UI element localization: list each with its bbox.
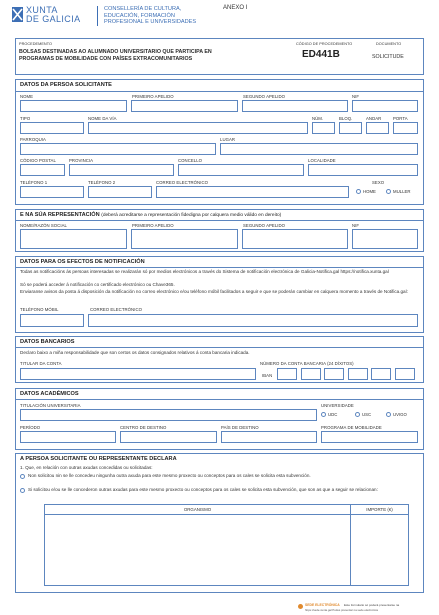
importe-header: IMPORTE (€) (366, 507, 393, 512)
notification-paragraph2: Só se poderá acceder á notificación co certificado electrónico ou Chave365. (20, 282, 175, 287)
iban-group-field[interactable] (348, 368, 368, 380)
declaration-section-title: A PERSOA SOLICITANTE OU REPRESENTANTE DECLARA (20, 456, 177, 462)
rep-nome-field[interactable] (20, 229, 127, 249)
representative-divider (15, 220, 424, 221)
centro-label: CENTRO DE DESTINO (120, 425, 167, 430)
andar-field[interactable] (366, 122, 389, 134)
concello-field[interactable] (178, 164, 304, 176)
procedure-code-label: CÓDIGO DE PROCEDEMENTO (296, 42, 353, 46)
academic-divider (15, 399, 424, 400)
via-field[interactable] (88, 122, 308, 134)
uvigo-label: UVIGO (393, 412, 407, 417)
rep-apelido1-label: PRIMEIRO APELIDO (132, 223, 174, 228)
footer-line1: Este formulario só poderá presentarse na (344, 603, 400, 607)
procedure-title (19, 49, 212, 62)
iban-group-field[interactable] (395, 368, 415, 380)
declaration-question1: 1. Que, en relación con outras axudas concedidas ou solicitadas: (20, 465, 153, 470)
periodo-field[interactable] (20, 431, 116, 443)
tipo-field[interactable] (20, 122, 84, 134)
document-type: SOLICITUDE (372, 54, 404, 60)
bloq-field[interactable] (339, 122, 362, 134)
pais-label: PAÍS DE DESTINO (221, 425, 259, 430)
notification-section-title: DATOS PARA OS EFECTOS DE NOTIFICACIÓN (20, 259, 145, 265)
logo-line1: XUNTA (26, 5, 58, 15)
iban-group-field[interactable] (301, 368, 321, 380)
localidade-field[interactable] (308, 164, 418, 176)
titular-label: TITULAR DA CONTA (20, 361, 62, 366)
uvigo-radio[interactable] (386, 412, 391, 417)
aid-table (44, 504, 409, 586)
iban-group-field[interactable] (371, 368, 391, 380)
num-field[interactable] (312, 122, 335, 134)
concello-label: CONCELLO (178, 158, 203, 163)
notif-email-label: CORREO ELECTRÓNICO (90, 307, 142, 312)
titulacion-label: TITULACIÓN UNIVERSITARIA (20, 403, 81, 408)
annex-label: ANEXO I (223, 5, 248, 11)
document-label: DOCUMENTO (376, 42, 402, 46)
usc-label: USC (362, 412, 372, 417)
cp-field[interactable] (20, 164, 65, 176)
periodo-label: PERÍODO (20, 425, 41, 430)
tel1-field[interactable] (20, 186, 84, 198)
sexo-home-label: HOME (363, 189, 376, 194)
porta-field[interactable] (393, 122, 418, 134)
procedure-title-line1: BOLSAS DESTINADAS AO ALUMNADO UNIVERSITARIO QUE PARTICIPA EN (19, 49, 212, 55)
notification-divider (15, 267, 424, 268)
notif-email-field[interactable] (88, 314, 418, 327)
udc-label: UDC (328, 412, 338, 417)
applicant-nome-field[interactable] (20, 100, 127, 112)
organismo-header: ORGANISMO (183, 507, 212, 512)
procedure-code: ED441B (302, 49, 340, 60)
applicant-apelido1-field[interactable] (131, 100, 238, 112)
applicant-section-title: DATOS DA PERSOA SOLICITANTE (20, 82, 112, 88)
sexo-muller-label: MULLER (393, 189, 411, 194)
lugar-field[interactable] (220, 143, 418, 155)
rep-apelido2-field[interactable] (242, 229, 348, 249)
applicant-apelido2-field[interactable] (242, 100, 348, 112)
bloq-label: BLOQ. (339, 116, 353, 121)
porta-label: PORTA (393, 116, 408, 121)
sede-icon (298, 604, 303, 609)
applicant-nome-label: NOME (20, 94, 34, 99)
iban-group-field[interactable] (277, 368, 297, 380)
academic-section-title: DATOS ACADÉMICOS (20, 391, 79, 397)
procedure-title-line2: PROGRAMAS DE MOBILIDADE CON PAÍSES EXTRACOMUNITARIOS (19, 55, 193, 62)
num-label: NÚM. (312, 116, 324, 121)
titulacion-field[interactable] (20, 409, 317, 421)
notif-tel-field[interactable] (20, 314, 84, 327)
email-label: CORREO ELECTRÓNICO (156, 180, 208, 185)
udc-radio[interactable] (321, 412, 326, 417)
bank-declaration: Declaro baixo a miña responsabilidade que son certos os datos consignados relativos á conta bancaria indicada. (20, 350, 250, 355)
bank-section-title: DATOS BANCARIOS (20, 339, 75, 345)
rep-nif-field[interactable] (352, 229, 418, 249)
procedure-label: PROCEDEMENTO (19, 42, 53, 46)
sexo-label: SEXO (372, 180, 385, 185)
localidade-label: LOCALIDADE (308, 158, 336, 163)
lugar-label: LUGAR (220, 137, 236, 142)
dept-line3: PROFESIONAL E UNIVERSIDADES (104, 19, 197, 26)
no-other-aid-text: Non solicitou nin se lle concedeu ningunha outra axuda para este mesmo proxecto ou conceptos para os cales se solicita esta subvención. (28, 473, 311, 478)
cp-label: CÓDIGO POSTAL (20, 158, 56, 163)
applicant-apelido2-label: SEGUNDO APELIDO (243, 94, 286, 99)
programa-label: PROGRAMA DE MOBILIDADE (321, 425, 382, 430)
no-other-aid-radio[interactable] (20, 474, 25, 479)
applicant-nif-label: NIF (352, 94, 360, 99)
provincia-field[interactable] (69, 164, 174, 176)
logo-line2: DE GALICIA (26, 14, 81, 24)
usc-radio[interactable] (355, 412, 360, 417)
dept-line1: CONSELLERÍA DE CULTURA, (104, 6, 182, 12)
notification-paragraph3: Enviaranse avisos da posta á disposición da notificación no correo electrónico e/ou teléfono móbil facilitados a seguir e que se poderán cambiar en calquera momento a través de Notifica.gal: (20, 289, 408, 294)
other-aid-text: Si solicitou e/ou se lle concederon outras axudas para este mesmo proxecto ou conceptos para os cales se solicita esta subvención, que son as que a seguir se relacionan: (28, 487, 378, 492)
bank-divider (15, 347, 424, 348)
notification-paragraph1: Todas as notificacións ás persoas interesadas se realizarán só por medios electrónicos a través do Sistema de notificación electrónica de Galicia-Notifica.gal https://notifica.xunta.gal (20, 269, 389, 274)
email-field[interactable] (156, 186, 349, 198)
tel2-label: TELÉFONO 2 (88, 180, 116, 185)
iban-group-field[interactable] (324, 368, 344, 380)
dept-line2: EDUCACIÓN, FORMACIÓN (104, 12, 175, 19)
department-name (104, 6, 196, 26)
applicant-divider (15, 91, 424, 92)
other-aid-radio[interactable] (20, 488, 25, 493)
rep-apelido1-field[interactable] (131, 229, 238, 249)
footer (298, 603, 436, 613)
aid-table-col-divider (350, 505, 351, 585)
iban-label: IBAN (262, 373, 273, 378)
account-number-label: NÚMERO DA CONTA BANCARIA (24 DÍXITOS) (260, 361, 354, 366)
programa-field[interactable] (321, 431, 418, 443)
sexo-muller-radio[interactable] (386, 189, 391, 194)
parroquia-label: PARROQUIA (20, 137, 46, 142)
universidade-label: UNIVERSIDADE (321, 403, 354, 408)
footer-line2: https://sede.xunta.gal Podes presentar na sede electrónica (305, 607, 378, 612)
xunta-logo (12, 5, 102, 27)
representative-section-title (20, 212, 281, 218)
provincia-label: PROVINCIA (69, 158, 94, 163)
notif-tel-label: TELÉFONO MÓBIL (20, 307, 59, 312)
rep-nif-label: NIF (352, 223, 360, 228)
andar-label: ANDAR (366, 116, 382, 121)
via-label: NOME DA VÍA (88, 116, 117, 121)
rep-nome-label: NOME/RAZÓN SOCIAL (20, 223, 67, 228)
representative-title-text: E NA SÚA REPRESENTACIÓN (20, 212, 100, 218)
rep-apelido2-label: SEGUNDO APELIDO (243, 223, 286, 228)
pais-field[interactable] (221, 431, 317, 443)
logo-divider (97, 6, 98, 26)
representative-note: (deberá acreditarse a representación fidedigna por calquera medio válido en dereito) (101, 213, 282, 218)
tipo-label: TIPO (20, 116, 31, 121)
xunta-emblem-icon (12, 7, 23, 22)
titular-field[interactable] (20, 368, 256, 380)
tel1-label: TELÉFONO 1 (20, 180, 48, 185)
parroquia-field[interactable] (20, 143, 216, 155)
applicant-apelido1-label: PRIMEIRO APELIDO (132, 94, 174, 99)
tel2-field[interactable] (88, 186, 152, 198)
sexo-home-radio[interactable] (356, 189, 361, 194)
centro-field[interactable] (120, 431, 217, 443)
applicant-nif-field[interactable] (352, 100, 418, 112)
footer-brand: SEDE ELECTRÓNICA (305, 603, 340, 607)
aid-table-row[interactable] (45, 516, 350, 585)
